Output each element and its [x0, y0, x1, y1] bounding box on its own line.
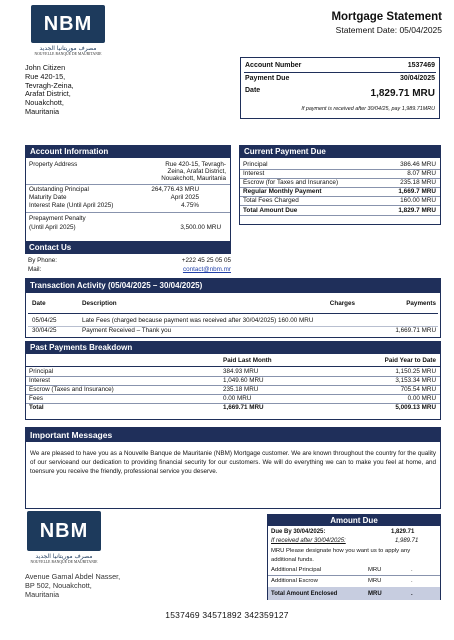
property-address-line: Zeina, Arafat District,	[167, 168, 226, 175]
past-payment-last-month: 384.93 MRU	[223, 368, 259, 375]
current-payment-value: 160.00 MRU	[400, 197, 436, 204]
current-payment-label: Total Amount Due	[243, 207, 298, 214]
bank-logo	[28, 5, 108, 56]
transaction-date: 05/04/25	[32, 317, 57, 324]
account-summary-box	[240, 57, 440, 119]
past-payments-section	[25, 341, 441, 420]
col-description: Description	[82, 300, 117, 307]
maturity-date-value: April 2025	[170, 194, 199, 201]
past-payments-header: Past Payments Breakdown	[26, 342, 440, 354]
current-payment-value: 8.07 MRU	[407, 170, 436, 177]
past-payment-year-to-date: 5,009.13 MRU	[395, 404, 436, 411]
bank-address-line: Mauritania	[25, 589, 60, 599]
current-payment-label: Principal	[243, 161, 268, 168]
col-charges: Charges	[329, 300, 355, 307]
total-enclosed-label: Total Amount Enclosed	[271, 591, 338, 597]
important-messages-section	[25, 427, 441, 509]
past-payment-year-to-date: 3,153.34 MRU	[395, 377, 436, 384]
col-paid-last-month: Paid Last Month	[223, 357, 272, 364]
customer-address-line: Rue 420-15,	[25, 71, 66, 81]
logo-mark	[27, 511, 101, 551]
additional-principal-currency: MRU	[368, 567, 382, 573]
additional-escrow-currency: MRU	[368, 578, 382, 584]
phone-label: By Phone:	[28, 257, 58, 264]
past-payment-label: Interest	[29, 377, 50, 384]
important-messages-body: We are pleased to have you as a Nouvelle Banque de Mauritanie (NBM) Mortgage customer. We are known throughout the country for the quality of our serviceand our dedication to providing financial security for our customers. We will do everything we can to make you feel at home, and toensure you receive the friendly, professional service you deserve.	[30, 450, 436, 475]
transaction-description: Payment Received – Thank you	[82, 327, 172, 334]
current-payment-label: Total Fees Charged	[243, 197, 299, 204]
additional-escrow-input[interactable]: .	[411, 578, 413, 584]
interest-rate-value: 4.75%	[181, 202, 199, 209]
current-payment-value: 1,829.7 MRU	[398, 207, 436, 214]
amount-due-header: Amount Due	[268, 515, 440, 526]
additional-principal-label: Additional Principal	[271, 567, 322, 573]
payment-due-label: Payment Due	[245, 75, 290, 82]
late-payment-note: If payment is received after 30/04/25, pay 1,989.71MRU	[301, 106, 435, 112]
past-payment-label: Fees	[29, 395, 43, 402]
transaction-date: 30/04/25	[32, 327, 57, 334]
past-payment-label: Escrow (Taxes and Insurance)	[29, 386, 114, 393]
current-payment-value: 386.46 MRU	[400, 161, 436, 168]
logo-arabic-name: مصرف موريتانيا الجديد	[35, 553, 93, 560]
bank-logo-footer	[24, 511, 104, 564]
current-payment-section	[239, 145, 441, 225]
past-payment-label: Total	[29, 404, 44, 411]
outstanding-principal-value: 264,776.43 MRU	[151, 186, 199, 193]
transaction-activity-section	[25, 278, 441, 338]
logo-text: NBM	[39, 520, 89, 542]
amount-due-coupon	[267, 514, 441, 600]
payment-due-date: 30/04/2025	[399, 75, 435, 82]
account-reference-line: 1537469 34571892 342359127	[165, 610, 289, 620]
past-payment-label: Principal	[29, 368, 54, 375]
due-by-label: Due By 30/04/2025:	[271, 529, 326, 535]
phone-value: +222 45 25 05 05	[181, 257, 231, 264]
amount-due-total: 1,829.71 MRU	[370, 88, 435, 99]
apply-funds-instruction: MRU Please designate how you want us to apply any	[271, 548, 411, 554]
current-payment-value: 235.18 MRU	[400, 179, 436, 186]
customer-address-line: Nouakchott,	[25, 98, 64, 108]
logo-bank-name: NOUVELLE BANQUE DE MAURITANIE	[30, 560, 98, 564]
total-enclosed-currency: MRU	[368, 591, 382, 597]
important-messages-header: Important Messages	[26, 428, 440, 442]
prepayment-penalty-value: 3,500.00 MRU	[180, 224, 221, 231]
statement-date: Statement Date: 05/04/2025	[335, 25, 442, 35]
logo-text: NBM	[43, 13, 93, 35]
apply-funds-instruction: additional funds.	[271, 557, 314, 563]
past-payment-last-month: 235.18 MRU	[223, 386, 259, 393]
account-number-label: Account Number	[245, 62, 302, 69]
property-address-label: Property Address	[29, 161, 78, 168]
prepayment-penalty-period: (Until April 2025)	[29, 224, 76, 231]
date-label: Date	[245, 87, 261, 94]
maturity-date-label: Maturity Date	[29, 194, 67, 201]
customer-address-line: Tevragh-Zeina,	[25, 80, 74, 90]
property-address-line: Rue 420-15, Tevragh-	[165, 161, 226, 168]
late-amount-value: 1,989.71	[395, 538, 419, 544]
current-payment-label: Interest	[243, 170, 265, 177]
statement-title: Mortgage Statement	[331, 11, 442, 23]
contact-header: Contact Us	[25, 242, 231, 254]
past-payment-year-to-date: 705.54 MRU	[400, 386, 436, 393]
bank-address	[25, 573, 120, 599]
customer-address-line: Mauritania	[25, 106, 60, 116]
due-by-value: 1,829.71	[391, 529, 415, 535]
customer-address-line: Arafat District,	[25, 89, 71, 99]
past-payment-last-month: 1,669.71 MRU	[223, 404, 264, 411]
additional-escrow-label: Additional Escrow	[271, 578, 318, 584]
property-address-line: Nouakchott, Mauritania	[161, 175, 226, 182]
transaction-description: Late Fees (charged because payment was received after 30/04/2025) 160.00 MRU	[82, 317, 314, 324]
customer-name: John Citizen	[25, 63, 66, 72]
past-payment-year-to-date: 1,150.25 MRU	[395, 368, 436, 375]
bank-address-line: Avenue Gamal Abdel Nasser,	[25, 572, 121, 581]
current-payment-value: 1,669.7 MRU	[398, 188, 436, 195]
logo-bank-name: NOUVELLE BANQUE DE MAURITANIE	[34, 52, 102, 56]
total-enclosed-input[interactable]: .	[411, 591, 413, 597]
outstanding-principal-label: Outstanding Principal	[29, 186, 89, 193]
interest-rate-label: Interest Rate (Until April 2025)	[29, 202, 114, 209]
bank-address-line: BP 502, Nouakchott,	[25, 580, 92, 590]
contact-section	[25, 242, 231, 276]
col-payments: Payments	[406, 300, 436, 307]
mail-link[interactable]: contact@nbm.mr	[182, 266, 231, 273]
transaction-activity-header: Transaction Activity (05/04/2025 – 30/04/2025)	[26, 279, 440, 293]
logo-arabic-name: مصرف موريتانيا الجديد	[39, 45, 97, 52]
col-paid-year-to-date: Paid Year to Date	[384, 357, 436, 364]
mail-label: Mail:	[28, 266, 42, 273]
late-amount-label: If received after 30/04/2025:	[271, 538, 346, 544]
past-payment-last-month: 1,049.60 MRU	[223, 377, 264, 384]
prepayment-penalty-label: Prepayment Penalty	[29, 215, 86, 222]
col-date: Date	[32, 300, 46, 307]
past-payment-year-to-date: 0.00 MRU	[407, 395, 436, 402]
additional-principal-input[interactable]: .	[411, 567, 413, 573]
customer-address	[25, 64, 74, 117]
account-number: 1537469	[407, 62, 435, 69]
transaction-payment: 1,669.71 MRU	[395, 327, 436, 334]
logo-mark	[31, 5, 105, 43]
current-payment-label: Escrow (for Taxes and Insurance)	[243, 179, 339, 186]
current-payment-label: Regular Monthly Payment	[243, 188, 322, 195]
account-information-header: Account Information	[26, 146, 230, 158]
past-payment-last-month: 0.00 MRU	[223, 395, 252, 402]
account-information-section	[25, 145, 231, 242]
current-payment-header: Current Payment Due	[240, 146, 440, 158]
